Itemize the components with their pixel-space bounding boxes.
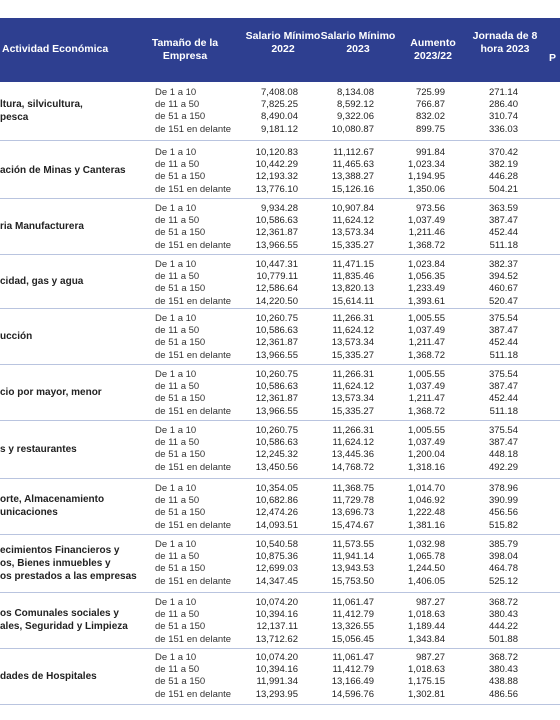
cell-salary-2022: 13,776.10 (255, 183, 298, 195)
header-salary-2022: Salario Mínimo 2022 (245, 30, 321, 55)
cell-salary-2022: 9,934.28 (261, 203, 298, 214)
cell-salary-2022: 8,490.04 (261, 111, 298, 123)
cell-salary-2022: 10,074.20 (255, 652, 298, 663)
cell-increase: 766.87 (415, 99, 445, 111)
cell-salary-2022: 12,474.26 (255, 507, 298, 519)
cell-company-size: de 51 a 150 (155, 621, 206, 633)
table-row (0, 337, 560, 349)
cell-salary-2023: 14,596.76 (331, 688, 374, 700)
cell-salary-2022: 10,442.29 (255, 159, 298, 171)
cell-company-size: De 1 a 10 (155, 425, 197, 436)
cell-salary-2022: 12,586.64 (255, 283, 298, 295)
activity-name-line: ucción (0, 331, 33, 342)
table-row (0, 271, 560, 283)
cell-company-size: de 51 a 150 (155, 283, 206, 295)
activity-name-line: ales, Seguridad y Limpieza (0, 621, 128, 632)
table-row (0, 676, 560, 688)
cell-salary-2023: 15,614.11 (332, 295, 374, 307)
cell-increase: 1,381.16 (408, 519, 445, 531)
cell-shift-8h: 387.47 (488, 381, 518, 393)
activity-name-line: cio por mayor, menor (0, 387, 102, 398)
cell-increase: 1,244.50 (408, 563, 445, 575)
cell-salary-2022: 10,394.16 (255, 609, 298, 621)
table-row (0, 437, 560, 449)
table-row (0, 159, 560, 171)
cell-company-size: de 11 a 50 (155, 609, 200, 621)
header-activity: Actividad Económica (2, 43, 109, 55)
table-row (0, 147, 560, 159)
cell-increase: 1,037.49 (408, 325, 445, 337)
cell-salary-2022: 12,193.32 (255, 171, 298, 183)
cell-salary-2023: 11,624.12 (332, 325, 374, 337)
cell-company-size: de 11 a 50 (155, 215, 200, 227)
activity-name-line: ria Manufacturera (0, 221, 84, 232)
cell-salary-2022: 13,450.56 (255, 461, 298, 473)
cell-company-size: De 1 a 10 (155, 87, 197, 98)
cell-salary-2022: 14,093.51 (255, 519, 298, 531)
activity-section (0, 364, 560, 421)
cell-company-size: de 11 a 50 (155, 551, 200, 563)
cell-salary-2023: 8,134.08 (337, 87, 374, 98)
cell-salary-2023: 13,166.49 (331, 676, 374, 688)
cell-company-size: De 1 a 10 (155, 652, 197, 663)
cell-shift-8h: 511.18 (489, 405, 518, 417)
table-row (0, 87, 560, 99)
cell-salary-2023: 11,412.79 (332, 609, 374, 621)
header-company-size: Tamaño de la Empresa (151, 37, 219, 62)
cell-salary-2022: 14,220.50 (255, 295, 298, 307)
table-row (0, 449, 560, 461)
cell-increase: 1,037.49 (408, 381, 445, 393)
cell-increase: 1,194.95 (408, 171, 445, 183)
cell-company-size: De 1 a 10 (155, 369, 197, 380)
cell-salary-2022: 10,447.31 (255, 259, 298, 270)
cell-salary-2022: 13,966.55 (255, 239, 298, 251)
cell-shift-8h: 375.54 (488, 369, 518, 380)
cell-salary-2023: 11,835.46 (332, 271, 374, 283)
cell-increase: 1,368.72 (408, 349, 445, 361)
activity-section (0, 82, 560, 141)
activity-name-line: ación de Minas y Canteras (0, 165, 126, 176)
cell-company-size: de 51 a 150 (155, 227, 206, 239)
table-row (0, 283, 560, 295)
cell-shift-8h: 363.59 (488, 203, 518, 214)
activity-name-line: cidad, gas y agua (0, 276, 84, 287)
cell-increase: 973.56 (415, 203, 445, 214)
cell-shift-8h: 375.54 (488, 313, 518, 324)
cell-salary-2022: 13,293.95 (255, 688, 298, 700)
cell-shift-8h: 448.18 (488, 449, 518, 461)
cell-company-size: de 151 en delante (155, 295, 232, 307)
cell-salary-2023: 11,061.47 (332, 597, 374, 608)
activity-name-line: dades de Hospitales (0, 671, 97, 682)
cell-increase: 899.75 (415, 123, 445, 135)
cell-increase: 1,037.49 (408, 215, 445, 227)
cell-shift-8h: 310.74 (488, 111, 518, 123)
table-row (0, 99, 560, 111)
activity-section (0, 308, 560, 365)
table-row (0, 296, 560, 308)
activity-section (0, 198, 560, 255)
cell-salary-2023: 13,326.55 (331, 621, 374, 633)
cell-salary-2023: 13,573.34 (331, 227, 374, 239)
header-shift-8h: Jornada de 8 hora 2023 (472, 30, 538, 55)
table-row (0, 381, 560, 393)
cell-increase: 1,368.72 (408, 405, 445, 417)
cell-company-size: de 51 a 150 (155, 171, 206, 183)
cell-shift-8h: 271.14 (488, 87, 518, 98)
table-header (0, 18, 560, 82)
cell-increase: 1,005.55 (408, 313, 445, 324)
cell-salary-2023: 9,322.06 (337, 111, 374, 123)
cell-salary-2023: 15,474.67 (331, 519, 374, 531)
cell-salary-2022: 10,682.86 (255, 495, 298, 507)
cell-shift-8h: 387.47 (488, 215, 518, 227)
cell-company-size: de 51 a 150 (155, 563, 206, 575)
cell-increase: 1,056.35 (408, 271, 445, 283)
cell-salary-2023: 11,266.31 (332, 369, 374, 380)
cell-salary-2023: 11,266.31 (332, 313, 374, 324)
activity-section (0, 592, 560, 649)
cell-increase: 1,211.46 (408, 227, 445, 239)
cell-shift-8h: 382.19 (488, 159, 518, 171)
table-row (0, 203, 560, 215)
cell-shift-8h: 460.67 (488, 283, 518, 295)
cell-salary-2022: 11,991.34 (256, 676, 298, 688)
table-row (0, 393, 560, 405)
table-row (0, 551, 560, 563)
cell-company-size: de 51 a 150 (155, 449, 206, 461)
cell-salary-2023: 10,080.87 (331, 123, 374, 135)
cell-salary-2023: 11,061.47 (332, 652, 374, 663)
cell-shift-8h: 378.96 (488, 483, 518, 494)
cell-shift-8h: 387.47 (488, 325, 518, 337)
cell-shift-8h: 511.18 (489, 239, 518, 251)
cell-salary-2023: 11,624.12 (332, 381, 374, 393)
activity-section (0, 534, 560, 593)
cell-shift-8h: 382.37 (488, 259, 518, 270)
cell-company-size: de 151 en delante (155, 405, 232, 417)
cell-increase: 1,211.47 (408, 337, 445, 349)
cell-shift-8h: 368.72 (488, 597, 518, 608)
cell-salary-2022: 10,540.58 (255, 539, 298, 550)
cell-shift-8h: 438.88 (488, 676, 518, 688)
cell-increase: 987.27 (415, 597, 445, 608)
cell-company-size: De 1 a 10 (155, 313, 197, 324)
cell-salary-2023: 11,624.12 (332, 437, 374, 449)
cell-increase: 1,318.16 (408, 461, 445, 473)
table-row (0, 563, 560, 575)
cell-shift-8h: 452.44 (488, 393, 518, 405)
cell-increase: 1,343.84 (408, 633, 445, 645)
cell-salary-2022: 10,260.75 (255, 425, 298, 436)
table-row (0, 539, 560, 551)
cell-company-size: de 11 a 50 (155, 381, 200, 393)
cell-salary-2022: 10,586.63 (255, 325, 298, 337)
cell-increase: 1,023.34 (408, 159, 445, 171)
cell-shift-8h: 375.54 (488, 425, 518, 436)
cell-shift-8h: 387.47 (488, 437, 518, 449)
cell-salary-2022: 12,245.32 (255, 449, 298, 461)
cell-salary-2023: 11,465.63 (332, 159, 374, 171)
cell-increase: 1,023.84 (408, 259, 445, 270)
table-row (0, 597, 560, 609)
cell-shift-8h: 380.43 (488, 609, 518, 621)
cell-company-size: de 11 a 50 (155, 99, 200, 111)
table-row (0, 184, 560, 196)
cell-salary-2023: 11,412.79 (332, 664, 374, 676)
cell-salary-2023: 11,266.31 (332, 425, 374, 436)
cell-shift-8h: 368.72 (488, 652, 518, 663)
cell-company-size: De 1 a 10 (155, 259, 197, 270)
cell-salary-2023: 11,112.67 (333, 147, 374, 158)
activity-name-line: ecimientos Financieros y (0, 545, 120, 556)
cell-salary-2022: 12,361.87 (255, 393, 298, 405)
cell-increase: 1,046.92 (408, 495, 445, 507)
cell-salary-2022: 13,966.55 (255, 405, 298, 417)
activity-section (0, 420, 560, 479)
cell-increase: 1,189.44 (408, 621, 445, 633)
cell-company-size: de 151 en delante (155, 183, 232, 195)
table-row (0, 406, 560, 418)
activity-name-line: s y restaurantes (0, 444, 77, 455)
cell-shift-8h: 486.56 (488, 688, 518, 700)
cell-salary-2023: 13,445.36 (331, 449, 374, 461)
cell-company-size: de 11 a 50 (155, 437, 200, 449)
cell-company-size: de 11 a 50 (155, 664, 200, 676)
activity-name-line: os, Bienes inmuebles y (0, 558, 111, 569)
table-row (0, 171, 560, 183)
cell-company-size: de 11 a 50 (155, 495, 200, 507)
cell-salary-2022: 7,825.25 (261, 99, 298, 111)
cell-salary-2023: 11,941.14 (332, 551, 374, 563)
table-row (0, 483, 560, 495)
activity-name-line: pesca (0, 112, 29, 123)
cell-company-size: de 151 en delante (155, 349, 232, 361)
cell-shift-8h: 520.47 (488, 295, 518, 307)
cell-shift-8h: 525.12 (488, 575, 518, 587)
cell-increase: 1,350.06 (408, 183, 445, 195)
cell-company-size: de 151 en delante (155, 239, 232, 251)
cell-company-size: de 11 a 50 (155, 325, 200, 337)
cell-salary-2023: 11,471.15 (332, 259, 374, 270)
cell-increase: 1,200.04 (408, 449, 445, 461)
table-row (0, 124, 560, 136)
cell-shift-8h: 336.03 (488, 123, 518, 135)
cell-increase: 1,368.72 (408, 239, 445, 251)
cell-company-size: de 51 a 150 (155, 676, 206, 688)
cell-increase: 1,018.63 (408, 664, 445, 676)
cell-salary-2022: 10,586.63 (255, 215, 298, 227)
table-row (0, 369, 560, 381)
cell-company-size: de 151 en delante (155, 575, 232, 587)
cell-increase: 1,065.78 (408, 551, 445, 563)
cell-company-size: de 151 en delante (155, 633, 232, 645)
table-row (0, 240, 560, 252)
cell-company-size: de 151 en delante (155, 123, 232, 135)
cell-shift-8h: 452.44 (488, 227, 518, 239)
cell-salary-2022: 10,875.36 (255, 551, 298, 563)
cell-salary-2022: 10,354.05 (255, 483, 298, 494)
table-row (0, 576, 560, 588)
cell-increase: 987.27 (415, 652, 445, 663)
cell-salary-2022: 10,260.75 (255, 369, 298, 380)
cell-increase: 1,233.49 (408, 283, 445, 295)
cell-shift-8h: 464.78 (488, 563, 518, 575)
table-row (0, 507, 560, 519)
table-row (0, 689, 560, 701)
cell-company-size: de 51 a 150 (155, 337, 206, 349)
cell-salary-2023: 13,943.53 (331, 563, 374, 575)
table-row (0, 495, 560, 507)
cell-shift-8h: 501.88 (488, 633, 518, 645)
cell-salary-2023: 13,820.13 (331, 283, 374, 295)
cell-salary-2023: 13,388.27 (331, 171, 374, 183)
cell-salary-2022: 10,586.63 (255, 381, 298, 393)
cell-increase: 1,018.63 (408, 609, 445, 621)
activity-section (0, 478, 560, 535)
cell-salary-2023: 10,907.84 (331, 203, 374, 214)
activity-name-line: unicaciones (0, 507, 58, 518)
cell-salary-2022: 12,361.87 (255, 337, 298, 349)
cell-salary-2023: 13,696.73 (331, 507, 374, 519)
cell-shift-8h: 444.22 (488, 621, 518, 633)
cell-salary-2023: 15,753.50 (331, 575, 374, 587)
cell-salary-2022: 10,260.75 (255, 313, 298, 324)
cell-salary-2022: 12,137.11 (256, 621, 298, 633)
cell-increase: 1,037.49 (408, 437, 445, 449)
cell-salary-2022: 10,074.20 (255, 597, 298, 608)
cell-salary-2022: 10,394.16 (255, 664, 298, 676)
cell-shift-8h: 452.44 (488, 337, 518, 349)
cell-increase: 1,005.55 (408, 369, 445, 380)
table-row (0, 621, 560, 633)
cell-increase: 1,393.61 (408, 295, 445, 307)
cell-company-size: de 51 a 150 (155, 393, 206, 405)
cell-salary-2022: 10,586.63 (255, 437, 298, 449)
table-row (0, 425, 560, 437)
cell-shift-8h: 398.04 (488, 551, 518, 563)
cell-company-size: De 1 a 10 (155, 483, 197, 494)
cell-increase: 1,005.55 (408, 425, 445, 436)
cell-shift-8h: 511.18 (489, 349, 518, 361)
cell-salary-2023: 15,056.45 (331, 633, 374, 645)
cell-company-size: de 51 a 150 (155, 111, 206, 123)
cell-salary-2022: 7,408.08 (261, 87, 298, 98)
cell-salary-2022: 13,966.55 (255, 349, 298, 361)
cell-salary-2023: 11,624.12 (332, 215, 374, 227)
cell-salary-2023: 15,335.27 (331, 405, 374, 417)
cell-company-size: De 1 a 10 (155, 203, 197, 214)
table-row (0, 350, 560, 362)
activity-section (0, 648, 560, 705)
cell-increase: 832.02 (415, 111, 445, 123)
cell-salary-2023: 14,768.72 (331, 461, 374, 473)
cell-increase: 991.84 (415, 147, 445, 158)
cell-company-size: De 1 a 10 (155, 539, 197, 550)
cell-shift-8h: 492.29 (488, 461, 518, 473)
cell-salary-2023: 8,592.12 (337, 99, 374, 111)
cell-shift-8h: 456.56 (488, 507, 518, 519)
cell-increase: 1,406.05 (408, 575, 445, 587)
cell-shift-8h: 394.52 (488, 271, 518, 283)
table-row (0, 325, 560, 337)
cell-increase: 1,032.98 (408, 539, 445, 550)
cell-shift-8h: 385.79 (488, 539, 518, 550)
table-row (0, 652, 560, 664)
cell-company-size: de 151 en delante (155, 461, 232, 473)
cell-shift-8h: 286.40 (488, 99, 518, 111)
table-row (0, 111, 560, 123)
activity-name-line: os prestados a las empresas (0, 571, 137, 582)
cell-salary-2023: 13,573.34 (331, 393, 374, 405)
cell-salary-2023: 15,335.27 (331, 239, 374, 251)
header-extra-cut: P (549, 52, 557, 64)
cell-salary-2023: 15,126.16 (331, 183, 374, 195)
cell-salary-2022: 12,699.03 (255, 563, 298, 575)
cell-company-size: De 1 a 10 (155, 597, 197, 608)
table-row (0, 520, 560, 532)
cell-salary-2022: 14,347.45 (255, 575, 298, 587)
cell-shift-8h: 446.28 (488, 171, 518, 183)
cell-salary-2023: 15,335.27 (331, 349, 374, 361)
activity-name-line: os Comunales sociales y (0, 608, 119, 619)
cell-shift-8h: 370.42 (488, 147, 518, 158)
cell-company-size: de 11 a 50 (155, 159, 200, 171)
cell-company-size: De 1 a 10 (155, 147, 197, 158)
cell-company-size: de 11 a 50 (155, 271, 200, 283)
activity-name-line: orte, Almacenamiento (0, 494, 105, 505)
table-row (0, 259, 560, 271)
table-row (0, 215, 560, 227)
cell-salary-2023: 11,729.78 (332, 495, 374, 507)
activity-section (0, 142, 560, 199)
cell-increase: 725.99 (415, 87, 445, 98)
cell-salary-2022: 13,712.62 (255, 633, 298, 645)
cell-salary-2023: 11,573.55 (332, 539, 374, 550)
header-salary-2023: Salario Mínimo 2023 (320, 30, 396, 55)
cell-salary-2023: 11,368.75 (332, 483, 374, 494)
cell-salary-2022: 10,779.11 (256, 271, 298, 283)
cell-increase: 1,175.15 (408, 676, 445, 688)
cell-increase: 1,014.70 (408, 483, 445, 494)
table-row (0, 609, 560, 621)
table-row (0, 227, 560, 239)
cell-salary-2022: 12,361.87 (255, 227, 298, 239)
cell-shift-8h: 380.43 (488, 664, 518, 676)
table-row (0, 664, 560, 676)
cell-increase: 1,302.81 (408, 688, 445, 700)
cell-company-size: de 151 en delante (155, 519, 232, 531)
cell-increase: 1,222.48 (408, 507, 445, 519)
cell-shift-8h: 504.21 (488, 183, 518, 195)
cell-salary-2022: 10,120.83 (255, 147, 298, 158)
cell-salary-2023: 13,573.34 (331, 337, 374, 349)
cell-salary-2022: 9,181.12 (261, 123, 298, 135)
table-row (0, 313, 560, 325)
cell-company-size: de 51 a 150 (155, 507, 206, 519)
activity-section (0, 254, 560, 309)
cell-shift-8h: 515.82 (488, 519, 518, 531)
cell-shift-8h: 390.99 (488, 495, 518, 507)
table-row (0, 634, 560, 646)
table-row (0, 462, 560, 474)
cell-company-size: de 151 en delante (155, 688, 232, 700)
header-increase: Aumento 2023/22 (410, 37, 456, 62)
cell-increase: 1,211.47 (408, 393, 445, 405)
activity-name-line: ltura, silvicultura, (0, 99, 83, 110)
